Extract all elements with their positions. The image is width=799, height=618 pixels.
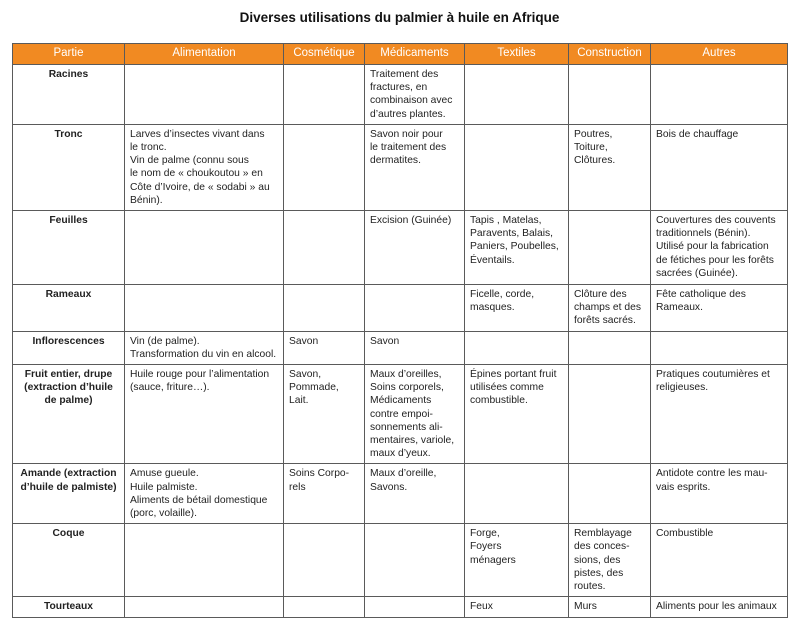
cell-medicaments: Maux d’oreille, Savons.: [365, 464, 465, 524]
cell-cosmetique: [284, 597, 365, 617]
cell-construction: Clôture des champs et des forêts sacrés.: [569, 285, 651, 332]
cell-medicaments: Excision (Guinée): [365, 211, 465, 285]
table-row: [13, 597, 788, 617]
header-medicaments: Médicaments: [365, 44, 465, 65]
page-title: Diverses utilisations du palmier à huile en Afrique: [239, 10, 560, 25]
cell-alimentation: Huile rouge pour l’alimentation (sauce, friture…).: [125, 365, 284, 464]
cell-textiles: Feux: [465, 597, 569, 617]
header-autres: Autres: [651, 44, 788, 65]
cell-autres: Pratiques coutumières et religieuses.: [651, 365, 788, 464]
cell-alimentation: Larves d’insectes vivant dans le tronc. Vin de palme (connu sous le nom de « choukoutou » en Côte d’Ivoire, de « sodabi » au Bénin).: [125, 124, 284, 210]
cell-cosmetique: Soins Corpo- rels: [284, 464, 365, 524]
table-row: [13, 464, 788, 524]
cell-construction: [569, 464, 651, 524]
cell-partie: Inflorescences: [13, 331, 125, 364]
cell-partie: Rameaux: [13, 285, 125, 332]
cell-alimentation: [125, 597, 284, 617]
cell-cosmetique: Savon: [284, 331, 365, 364]
cell-autres: Aliments pour les animaux: [651, 597, 788, 617]
cell-partie: Racines: [13, 65, 125, 125]
cell-cosmetique: Savon, Pommade, Lait.: [284, 365, 365, 464]
cell-textiles: Tapis , Matelas, Paravents, Balais, Paniers, Poubelles, Éventails.: [465, 211, 569, 285]
cell-medicaments: Maux d’oreilles, Soins corporels, Médicaments contre empoi- sonnements ali- mentaires, variole, maux d’yeux.: [365, 365, 465, 464]
cell-autres: Couvertures des couvents traditionnels (Bénin). Utilisé pour la fabrication de fétiches pour les forêts sacrées (Guinée).: [651, 211, 788, 285]
cell-cosmetique: [284, 65, 365, 125]
cell-textiles: Épines portant fruit utilisées comme combustible.: [465, 365, 569, 464]
cell-construction: [569, 211, 651, 285]
cell-textiles: [465, 65, 569, 125]
cell-medicaments: [365, 597, 465, 617]
cell-medicaments: [365, 524, 465, 597]
cell-alimentation: Vin (de palme). Transformation du vin en alcool.: [125, 331, 284, 364]
cell-cosmetique: [284, 124, 365, 210]
cell-partie: Tronc: [13, 124, 125, 210]
cell-construction: [569, 65, 651, 125]
table-row: [13, 65, 788, 125]
cell-autres: Bois de chauffage: [651, 124, 788, 210]
cell-alimentation: [125, 524, 284, 597]
table-row: [13, 524, 788, 597]
cell-medicaments: Savon: [365, 331, 465, 364]
cell-partie: Feuilles: [13, 211, 125, 285]
cell-textiles: [465, 464, 569, 524]
table-row: [13, 211, 788, 285]
cell-alimentation: [125, 65, 284, 125]
cell-autres: [651, 331, 788, 364]
header-construction: Construction: [569, 44, 651, 65]
cell-alimentation: [125, 285, 284, 332]
header-row: [13, 44, 788, 65]
header-partie: Partie: [13, 44, 125, 65]
cell-construction: [569, 365, 651, 464]
uses-table: [12, 43, 788, 618]
cell-partie: Fruit entier, drupe (extraction d’huile de palme): [13, 365, 125, 464]
table-row: [13, 365, 788, 464]
cell-partie: Amande (extraction d’huile de palmiste): [13, 464, 125, 524]
cell-construction: Murs: [569, 597, 651, 617]
cell-partie: Coque: [13, 524, 125, 597]
cell-partie: Tourteaux: [13, 597, 125, 617]
cell-alimentation: Amuse gueule. Huile palmiste. Aliments de bétail domestique (porc, volaille).: [125, 464, 284, 524]
header-textiles: Textiles: [465, 44, 569, 65]
cell-medicaments: [365, 285, 465, 332]
cell-construction: [569, 331, 651, 364]
cell-medicaments: Savon noir pour le traitement des dermatites.: [365, 124, 465, 210]
cell-textiles: Forge, Foyers ménagers: [465, 524, 569, 597]
cell-medicaments: Traitement des fractures, en combinaison avec d’autres plantes.: [365, 65, 465, 125]
cell-cosmetique: [284, 524, 365, 597]
table-row: [13, 331, 788, 364]
cell-autres: [651, 65, 788, 125]
cell-cosmetique: [284, 285, 365, 332]
cell-autres: Antidote contre les mau- vais esprits.: [651, 464, 788, 524]
cell-construction: Poutres, Toiture, Clôtures.: [569, 124, 651, 210]
cell-cosmetique: [284, 211, 365, 285]
cell-alimentation: [125, 211, 284, 285]
table-row: [13, 285, 788, 332]
header-cosmetique: Cosmétique: [284, 44, 365, 65]
cell-construction: Remblayage des conces- sions, des pistes, des routes.: [569, 524, 651, 597]
cell-textiles: [465, 331, 569, 364]
cell-autres: Combustible: [651, 524, 788, 597]
cell-textiles: [465, 124, 569, 210]
table-row: [13, 124, 788, 210]
cell-textiles: Ficelle, corde, masques.: [465, 285, 569, 332]
header-alimentation: Alimentation: [125, 44, 284, 65]
cell-autres: Fête catholique des Rameaux.: [651, 285, 788, 332]
